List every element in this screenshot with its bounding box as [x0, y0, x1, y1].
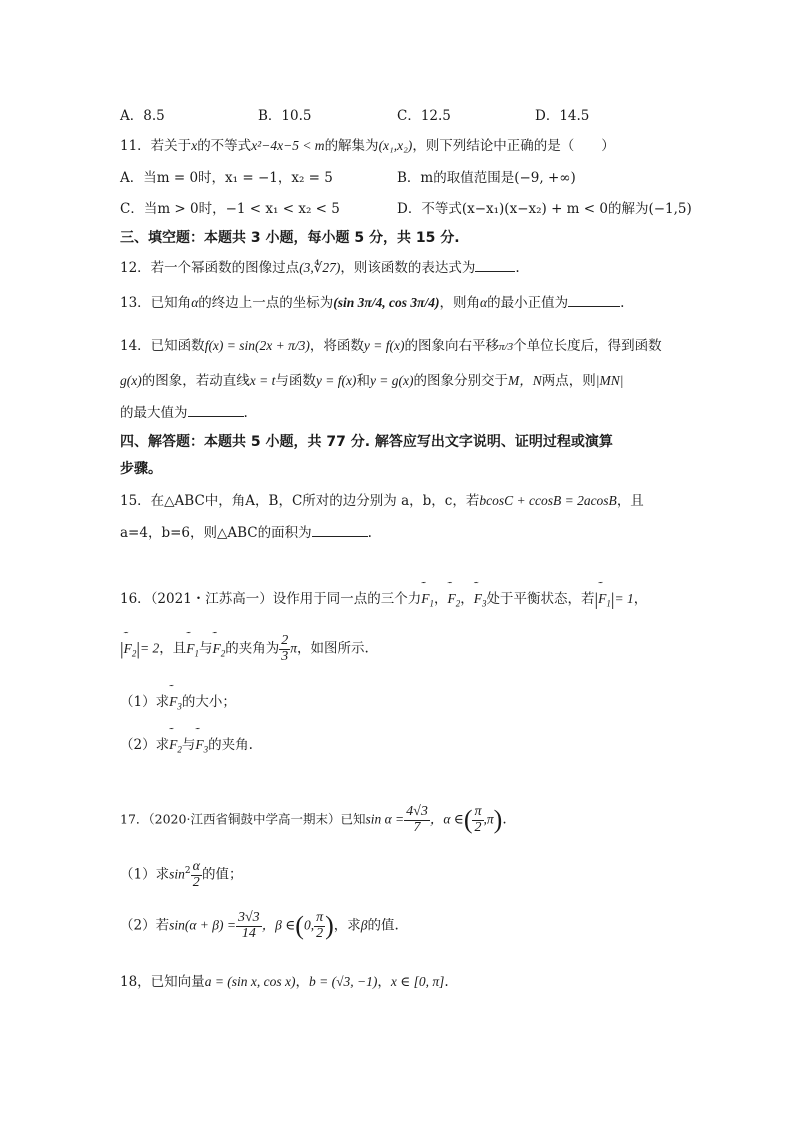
q17-p1-sin: sin — [169, 866, 185, 882]
q13-answer-blank[interactable] — [568, 294, 620, 307]
section-4-heading-cont: 步骤。 — [120, 461, 162, 477]
q13-a: 13．已知角 — [120, 295, 192, 311]
q13-e: . — [620, 295, 625, 311]
q14-shift: π/3 — [499, 341, 514, 353]
q17-p2c: ，求 — [333, 917, 361, 934]
q12-b: ，则该函数的表达式为 — [340, 260, 476, 276]
q17-a: 17．（2020·江西省铜鼓中学高一期末）已知 — [120, 811, 366, 827]
q16-l2c: 的夹角为 — [225, 640, 280, 657]
q14-l2d: 与函数 — [275, 373, 316, 389]
q14-l2g: y = g(x) — [369, 373, 414, 388]
q14-mn: M，N — [508, 373, 542, 388]
q16-part1 — [120, 690, 236, 712]
q12-answer-blank[interactable] — [475, 259, 515, 272]
q18-vector-b: b = (√3, −1) — [309, 974, 378, 989]
q17-sin-alpha: sin α = — [365, 811, 405, 827]
vector-f2-c: ˜˜ $F_2$ — [169, 737, 182, 755]
q16-l2a: ，且 — [159, 640, 187, 657]
q16-abs2: = 2 — [139, 640, 160, 656]
q17-p2-interval-fraction: $\frac{\pi}{2}$ — [316, 910, 324, 941]
q17-stem: 17．（2020·江西省铜鼓中学高一期末）已知sin α = $\frac{4√3}{7}$ ，α ∈( $\frac{\pi}{2}$ ,π). — [120, 804, 507, 835]
q16-p1b: 的大小； — [181, 694, 236, 710]
q17-part2: （2）若sin(α + β) = $\frac{3√3}{14}$ ，β ∈(0, $\frac{\pi}{2}$ )，求β的值. — [120, 910, 399, 941]
q14-l1b: ，将函数 — [309, 338, 364, 354]
q14-line3 — [120, 401, 248, 421]
q11-stem — [120, 134, 615, 154]
q15-answer-blank[interactable] — [312, 524, 368, 537]
q12 — [120, 256, 520, 276]
q10-option-a: A．8.5 — [120, 108, 165, 124]
q12-point: (3,∜27) — [299, 260, 341, 275]
q18-c: . — [444, 974, 449, 990]
q17-p1a: （1）求 — [120, 866, 170, 883]
q10-option-c: C．12.5 — [397, 108, 451, 124]
q18-b2: ， — [377, 974, 391, 990]
q12-c: . — [515, 260, 520, 276]
q18 — [120, 970, 449, 990]
q10-option-b: B．10.5 — [258, 108, 312, 124]
q14-yfx: y = f(x) — [363, 338, 405, 353]
q11-var-x: x — [191, 138, 198, 153]
q17-int-end: ,π — [483, 811, 494, 827]
section-3-heading: 三、填空题：本题共 3 小题，每小题 5 分，共 15 分. — [120, 230, 460, 246]
q17-p2-sin: sin(α + β) = — [169, 917, 236, 933]
q16-line2: |˜˜ $F_2|= 2$，且˜˜ $F_1$与˜˜ $F_2$的夹角为 $\frac{2}{3}$ π，如图所示. — [120, 634, 369, 664]
q18-b1: ， — [295, 974, 310, 990]
q11-solution-set: (x₁,x₂) — [378, 138, 413, 153]
q16-abs1: = 1 — [614, 591, 634, 606]
q14-line2 — [120, 369, 623, 389]
q17-p2-fraction: $\frac{3√3}{14}$ — [238, 910, 260, 941]
q16-l1a: 16．（2021・江苏高一）设作用于同一点的三个力 — [120, 591, 422, 607]
q14-answer-blank[interactable] — [188, 404, 244, 417]
q13 — [120, 291, 624, 311]
q18-domain: x ∈ [0, π] — [390, 974, 445, 989]
q11-stem-e: ，则下列结论中正确的是（ ） — [412, 138, 615, 154]
q14-abs-mn: |MN| — [595, 373, 624, 388]
q15-l1b: ，且 — [616, 493, 644, 509]
q12-a: 12．若一个幂函数的图像过点 — [120, 260, 300, 276]
q17-b: ，α ∈ — [429, 811, 464, 827]
q15-l1a: 15．在△ABC中，角A，B，C所对的边分别为 a，b，c，若 — [120, 493, 480, 509]
q14-l1c: 的图象向右平移 — [404, 338, 499, 354]
q17-p2d: 的值. — [367, 917, 399, 934]
q14-l1a: 14．已知函数 — [120, 338, 205, 354]
q13-b: 的终边上一点的坐标为 — [198, 295, 334, 311]
q13-d: 的最小正值为 — [487, 295, 569, 311]
q16-p1a: （1）求 — [120, 694, 170, 710]
q14-l3a: 的最大值为 — [120, 405, 188, 421]
q14-l1d: 个单位长度后，得到函数 — [513, 338, 662, 354]
q17-half-alpha: $\frac{\alpha}{2}$ — [192, 859, 200, 890]
q18-a: 18，已知向量 — [120, 974, 205, 990]
q17-interval-fraction: $\frac{\pi}{2}$ — [474, 804, 482, 835]
q16-p2c: 的夹角. — [208, 737, 253, 753]
section-4-heading: 四、解答题：本题共 5 小题，共 77 分. 解答应写出文字说明、证明过程或演算 — [120, 434, 613, 450]
q14-l3b: . — [243, 405, 248, 421]
q14-l2h: 的图象分别交于 — [413, 373, 509, 389]
q11-stem-c: 的不等式 — [197, 138, 252, 154]
q13-point: (sin 3π/4, cos 3π/4) — [333, 295, 440, 310]
vector-f3-b: ˜˜ $F_3$ — [169, 694, 182, 712]
q18-vector-a: a = (sin x, cos x) — [204, 974, 296, 989]
q17-beta: β — [360, 917, 368, 933]
q16-p2b: 与 — [181, 737, 196, 753]
q15-l2a: a=4，b=6，则△ABC的面积为 — [120, 525, 312, 541]
q16-part2 — [120, 733, 253, 755]
q17-fraction: $\frac{4√3}{7}$ — [406, 804, 428, 835]
q14-xt: x = t — [249, 373, 276, 388]
q11-option-d: D．不等式(x−x₁)(x−x₂) + m < 0的解为(−1,5) — [397, 201, 692, 217]
q17-p2a: （2）若 — [120, 917, 170, 934]
q13-c: ，则角 — [439, 295, 481, 311]
q11-option-a: A．当m = 0时，x₁ = −1，x₂ = 5 — [120, 170, 333, 186]
vector-f2-abs: ˜˜ $F_2$ — [124, 641, 137, 659]
q11-stem-a: 11．若关于 — [120, 138, 192, 154]
q16-pi: π — [290, 640, 297, 656]
q10-option-d: D．14.5 — [535, 108, 590, 124]
q17-part1: （1）求$\sin^2$ $\frac{\alpha}{2}$ 的值； — [120, 859, 243, 890]
q16-line1: 16．（2021・江苏高一）设作用于同一点的三个力˜˜ $F_1$，˜˜ $F_2$，˜˜ $F_3$处于平衡状态，若|˜˜ $F_1|= 1$， — [120, 587, 647, 610]
q11-inequality: x²−4x−5 < m — [251, 138, 325, 153]
q15-line1 — [120, 489, 644, 509]
q16-angle-fraction: $\frac{2}{3}$ — [281, 633, 289, 664]
vector-f3: ˜˜ $F_3$ — [474, 591, 487, 609]
q14-l2b: 的图象，若动直线 — [141, 373, 250, 389]
vector-f1: ˜˜ $F_1$ — [421, 591, 434, 609]
q15-equation: bcosC + ccosB = 2acosB — [479, 493, 617, 508]
q14-l2f: 和 — [356, 373, 370, 389]
q14-l2e: y = f(x) — [315, 373, 357, 388]
q17-p2b: ，β ∈ — [261, 917, 296, 933]
vector-f1-b: ˜˜ $F_1$ — [186, 641, 199, 659]
q13-alpha-2: α — [480, 295, 488, 310]
vector-f2: ˜˜ $F_2$ — [448, 591, 461, 609]
q15-line2 — [120, 521, 372, 541]
q11-option-c: C．当m > 0时，−1 < x₁ < x₂ < 5 — [120, 201, 340, 217]
q17-p1b: 的值； — [201, 866, 243, 883]
vector-f3-c: ˜˜ $F_3$ — [195, 737, 208, 755]
q14-l2j: 两点，则 — [541, 373, 596, 389]
q13-alpha: α — [191, 295, 199, 310]
q16-l1b: 处于平衡状态，若 — [486, 591, 595, 607]
q14-gx: g(x) — [120, 373, 142, 388]
q15-l2b: . — [367, 525, 372, 541]
q14-line1 — [120, 334, 662, 354]
q11-stem-d: 的解集为 — [324, 138, 379, 154]
q16-l2b: 与 — [198, 640, 213, 657]
q16-l2d: ，如图所示. — [296, 640, 369, 657]
q14-fx: f(x) = sin(2x + π/3) — [204, 338, 310, 353]
q11-option-b: B．m的取值范围是(−9, +∞) — [397, 170, 576, 186]
vector-f1-abs: ˜˜ $F_1$ — [598, 591, 611, 609]
q16-p2a: （2）求 — [120, 737, 170, 753]
vector-f2-b: ˜˜ $F_2$ — [212, 641, 225, 659]
